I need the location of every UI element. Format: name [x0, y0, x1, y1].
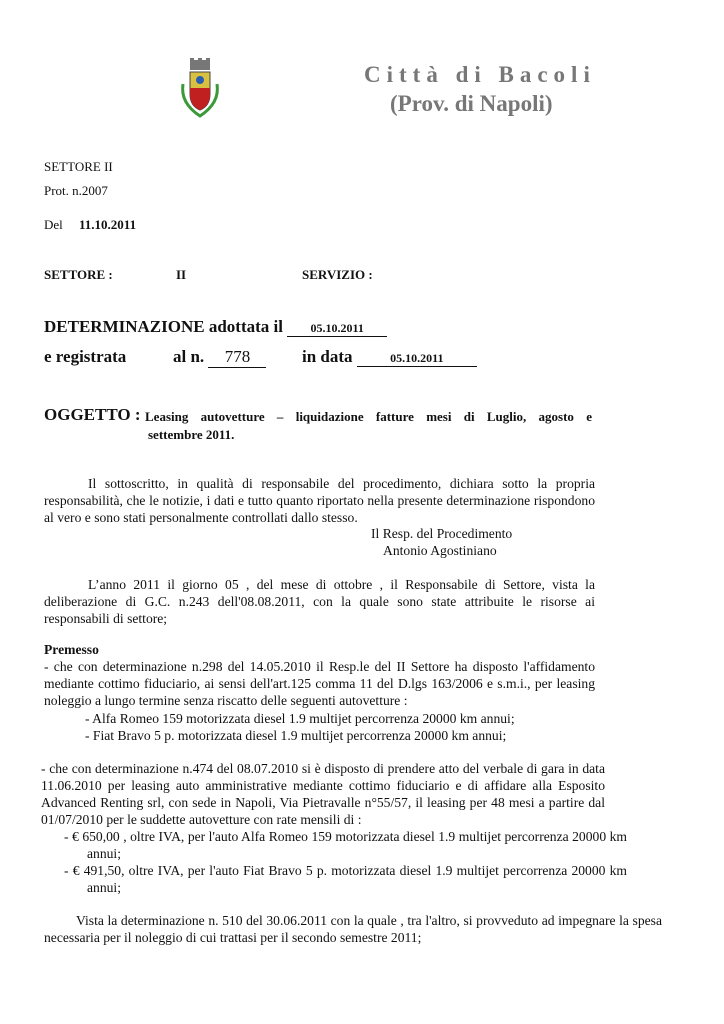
in-data-row [302, 347, 477, 367]
car-item-1: - Alfa Romeo 159 motorizzata diesel 1.9 multijet percorrenza 20000 km annui; [85, 711, 515, 726]
premesso-paragraph-1: - che con determinazione n.298 del 14.05.2010 il Resp.le del II Settore ha disposto l'affidamento mediante cottimo fiduciario, ai sensi dell'art.125 comma 11 del D.lgs 163/2006 e s.m.i., per leasing noleggio a lungo termine senza riscatto delle seguenti autovetture : [44, 659, 595, 708]
registered-date: 05.10.2011 [357, 351, 477, 367]
del-label: Del [44, 217, 63, 232]
oggetto-label: OGGETTO : [44, 405, 141, 424]
signer-name: Antonio Agostiniano [383, 543, 497, 558]
premesso-paragraph-2: - che con determinazione n.474 del 08.07.2010 si è disposto di prendere atto del verbale di gara in data 11.06.2010 per leasing auto amministrative mediante cottimo fiduciario e di affidare alla Esposito Advanced Renting srl, con sede in Napoli, Via Pietravalle n°55/57, il leasing per 48 mesi a partire dal 01/07/2010 per le suddette autovetture con rate mensili di : [41, 761, 605, 827]
rate-item-2: - € 491,50, oltre IVA, per l'auto Fiat Bravo 5 p. motorizzata diesel 1.9 multijet percorrenza 20000 km annui; [64, 863, 627, 895]
number-label: al n. [173, 347, 205, 366]
city-crest [178, 58, 222, 120]
vista-paragraph: Vista la determinazione n. 510 del 30.06.2011 con la quale , tra l'altro, si provveduto ad impegnare la spesa necessaria per il noleggio di cui trattasi per il secondo semestre 2011; [44, 913, 662, 945]
city-name: Città di Bacoli [364, 62, 596, 87]
registration-number: 778 [208, 347, 266, 368]
oggetto-line-2: settembre 2011. [148, 427, 235, 442]
oggetto-line-1: Leasing autovetture – liquidazione fatture mesi di Luglio, agosto e [145, 409, 592, 424]
servizio-label: SERVIZIO : [302, 267, 373, 282]
determinazione-label [44, 317, 387, 337]
number-row [173, 347, 266, 368]
determinazione-text: DETERMINAZIONE adottata il [44, 317, 283, 336]
del-date: 11.10.2011 [79, 217, 137, 232]
settore-heading: SETTORE II [44, 159, 113, 174]
settore-value: II [176, 267, 187, 282]
in-data-label: in data [302, 347, 353, 366]
rate-item-1: - € 650,00 , oltre IVA, per l'auto Alfa Romeo 159 motorizzata diesel 1.9 multijet percorrenza 20000 km annui; [64, 829, 627, 861]
premesso-title: Premesso [44, 642, 99, 657]
declaration-paragraph: Il sottoscritto, in qualità di responsabile del procedimento, dichiara sotto la propria responsabilità, che le notizie, i dati e tutto quanto riportato nella presente determinazione rispondono al vero e sono stati personalmente controllati dallo stesso. [44, 476, 595, 525]
settore-label: SETTORE : [44, 267, 113, 282]
car-item-2: - Fiat Bravo 5 p. motorizzata diesel 1.9 multijet percorrenza 20000 km annui; [85, 728, 507, 743]
bacoli-coat-of-arms-icon [178, 58, 222, 120]
registered-label: e registrata [44, 347, 127, 366]
intro-paragraph: L’anno 2011 il giorno 05 , del mese di ottobre , il Responsabile di Settore, vista la deliberazione di G.C. n.243 dell'08.08.2011, con la quale sono state attribuite le risorse ai responsabili di settore; [44, 577, 595, 626]
signer-title: Il Resp. del Procedimento [371, 526, 513, 541]
protocol-number: Prot. n.2007 [44, 183, 108, 198]
province-name: (Prov. di Napoli) [390, 91, 553, 116]
adopted-date: 05.10.2011 [287, 321, 387, 337]
